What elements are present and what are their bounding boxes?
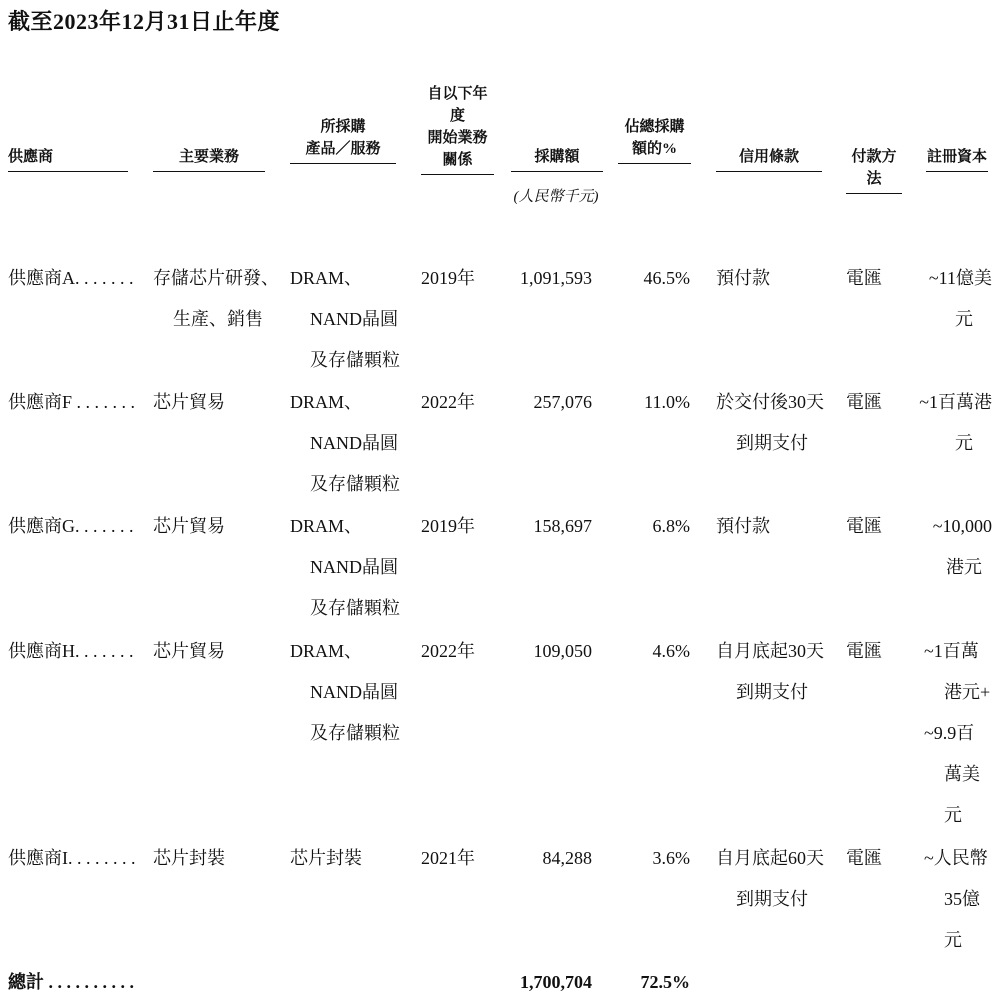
products-cell: DRAM、 NAND晶圓 及存儲顆粒 (290, 516, 400, 618)
business-cell: 芯片貿易 (153, 392, 225, 412)
supplier-name: 供應商H. . . . . . . (8, 641, 134, 661)
amount-cell: 257,076 (533, 392, 592, 412)
header-business: 主要業務 (153, 146, 265, 172)
payment-cell: 電匯 (846, 268, 882, 288)
business-cell: 芯片貿易 (153, 641, 225, 661)
year-cell: 2022年 (421, 392, 475, 412)
amount-cell: 109,050 (533, 641, 592, 661)
payment-cell: 電匯 (846, 641, 882, 661)
products-cell: DRAM、 NAND晶圓 及存儲顆粒 (290, 392, 400, 494)
capital-cell: ~1百萬 港元+ ~9.9百 萬美 元 (924, 641, 991, 825)
capital-cell: ~11億美 元 (928, 268, 992, 329)
header-capital: 註冊資本 (926, 146, 988, 172)
header-products: 所採購 產品／服務 (290, 116, 396, 164)
credit-cell: 自月底起30天 到期支付 (716, 641, 824, 702)
header-percent: 佔總採購 額的% (618, 116, 691, 164)
year-cell: 2021年 (421, 848, 475, 868)
payment-cell: 電匯 (846, 516, 882, 536)
percent-cell: 4.6% (652, 641, 690, 661)
capital-cell: ~10,000 港元 (932, 516, 992, 577)
business-cell: 存儲芯片研發、 生產、銷售 (153, 268, 279, 329)
supplier-name: 供應商I. . . . . . . . (8, 848, 136, 868)
unit-label: (人民幣千元) (513, 189, 599, 205)
year-cell: 2019年 (421, 516, 475, 536)
amount-cell: 158,697 (533, 516, 592, 536)
capital-cell: ~1百萬港 元 (919, 392, 992, 453)
header-relationship: 自以下年度 開始業務 關係 (421, 83, 494, 175)
year-cell: 2022年 (421, 641, 475, 661)
business-cell: 芯片封裝 (153, 848, 225, 868)
products-cell: DRAM、 NAND晶圓 及存儲顆粒 (290, 268, 400, 370)
supplier-name: 供應商A. . . . . . . (8, 268, 134, 288)
header-amount: 採購額 (511, 146, 603, 172)
percent-cell: 3.6% (652, 848, 690, 868)
supplier-name: 供應商G. . . . . . . (8, 516, 134, 536)
total-label: 總計 . . . . . . . . . . (8, 972, 134, 992)
credit-cell: 預付款 (716, 268, 770, 288)
payment-cell: 電匯 (846, 848, 882, 868)
supplier-name: 供應商F . . . . . . . (8, 392, 136, 412)
credit-cell: 預付款 (716, 516, 770, 536)
amount-cell: 84,288 (542, 848, 592, 868)
total-amount: 1,700,704 (520, 972, 592, 992)
payment-cell: 電匯 (846, 392, 882, 412)
percent-cell: 6.8% (652, 516, 690, 536)
amount-cell: 1,091,593 (520, 268, 592, 288)
products-cell: DRAM、 NAND晶圓 及存儲顆粒 (290, 641, 400, 743)
header-credit: 信用條款 (716, 146, 822, 172)
business-cell: 芯片貿易 (153, 516, 225, 536)
capital-cell: ~人民幣 35億 元 (924, 848, 988, 950)
header-payment: 付款方法 (846, 146, 902, 194)
total-percent: 72.5% (640, 972, 690, 992)
credit-cell: 於交付後30天 到期支付 (716, 392, 824, 453)
year-cell: 2019年 (421, 268, 475, 288)
credit-cell: 自月底起60天 到期支付 (716, 848, 824, 909)
percent-cell: 11.0% (644, 392, 690, 412)
products-cell: 芯片封裝 (290, 848, 362, 868)
header-supplier: 供應商 (8, 146, 128, 172)
percent-cell: 46.5% (643, 268, 690, 288)
page-title: 截至2023年12月31日止年度 (8, 9, 281, 34)
